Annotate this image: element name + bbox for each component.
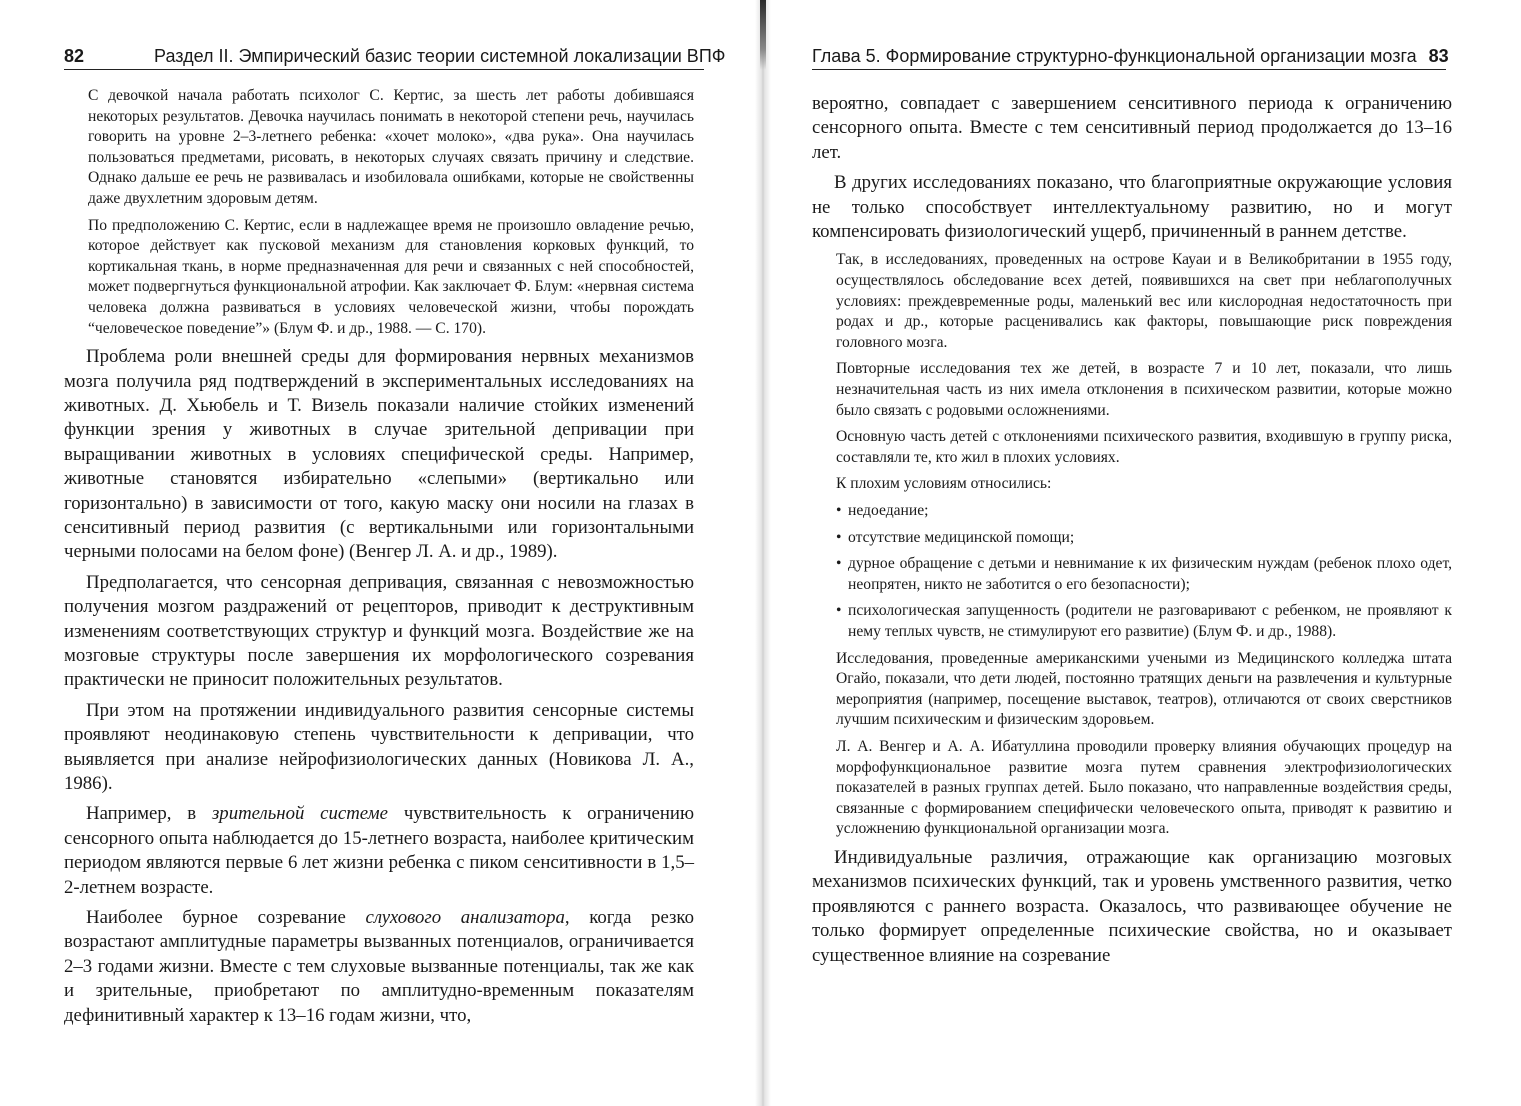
- body-paragraph: вероятно, совпадает с завершением сенситивного периода к ограничению сенсорного опыта. Вместе с тем сенситивный период продолжается до 13–16 лет.: [812, 93, 1452, 163]
- list-item: [836, 528, 1452, 549]
- text-run: чувствительность к ограничению сенсорного опыта наблюдается до 15-летнего возраста, наиболее критическим периодом являются первые 6 лет жизни ребенка с пиком сенситивности в 1,5–2-летнем возрасте.: [64, 803, 695, 898]
- list-item-text: отсутствие медицинской помощи;: [848, 528, 1075, 546]
- quote-paragraph: Так, в исследованиях, проведенных на острове Кауаи и в Великобритании в 1955 году, осуществлялось обследование всех детей, появившихся на свет при неблагополучных условиях: преждевременные роды, маленький вес или кислородная недостаточность при родах и др., которые расценивались как факторы, повышающие риск повреждения головного мозга.: [836, 251, 1452, 351]
- body-paragraph: [64, 802, 694, 900]
- bullet-icon: •: [836, 602, 842, 620]
- running-head: [64, 34, 726, 70]
- list-item: [836, 601, 1452, 642]
- quote-paragraph: С девочкой начала работать психолог С. Кертис, за шесть лет работы добившаяся некоторых результатов. Девочка научилась понимать в некоторой степени речь, научилась говорить на уровне 2–3-летнего ребенка: «хочет молоко», «два рука». Она научилась пользоваться предметами, рисовать, в некоторых случаях связать причину и следствие. Однако дальше ее речь не развивалась и изобиловала ошибками, которые не свойственны даже двухлетним здоровым детям.: [88, 87, 694, 207]
- left-page: [0, 0, 760, 1106]
- body-paragraph: Проблема роли внешней среды для формирования нервных механизмов мозга получила ряд подтверждений в экспериментальных исследованиях на животных. Д. Хьюбель и Т. Визель показали наличие стойких изменений функции зрения у животных в случае зрительной депривации при выращивании животных в условиях специфической среды. Например, животные становятся избирательно «слепыми» (вертикально или горизонтально) в зависимости от того, какую маску они носили на глазах в сенситивный период развития (с вертикальными или горизонтальными черными полосами на белом фоне) (Венгер Л. А. и др., 1989).: [64, 346, 694, 563]
- page-number: 83: [1428, 46, 1449, 66]
- page-number: 82: [64, 46, 85, 66]
- running-head-title: Глава 5. Формирование структурно-функциональной организации мозга: [812, 46, 1417, 66]
- quote-paragraph: Исследования, проведенные американскими учеными из Медицинского колледжа штата Огайо, показали, что дети людей, постоянно тратящих деньги на развлечения и культурные мероприятия (например, посещение выставок, театров), отличаются от своих сверстников лучшим психическим и физическим здоровьем.: [836, 649, 1452, 729]
- quote-paragraph: К плохим условиям относились:: [836, 475, 1052, 493]
- right-page: [760, 0, 1521, 1106]
- text-run: Например, в: [86, 803, 212, 825]
- list-item-text: психологическая запущенность (родители не разговаривают с ребенком, не проявляют к нему теплых чувств, не стимулируют его развитие) (Блум Ф. и др., 1988).: [848, 602, 1452, 640]
- quote-paragraph: По предположению С. Кертис, если в надлежащее время не произошло овладение речью, которое действует как пусковой механизм для становления корковых функций, то кортикальная ткань, в норме предназначенная для речи и связанных с ней способностей, может подвергнуться функциональной атрофии. Как заключает Ф. Блум: «нервная система человека должна развиваться в условиях человеческой жизни, чтобы порождать “человеческое поведение”» (Блум Ф. и др., 1988. — С. 170).: [88, 216, 694, 337]
- bullet-icon: •: [836, 555, 842, 573]
- body-paragraph: Индивидуальные различия, отражающие как организацию мозговых механизмов психических функций, так и уровень умственного развития, четко проявляются с раннего возраста. Оказалось, что развивающее обучение не только формирует определенные психические свойства, но и оказывает существенное влияние на созревание: [812, 846, 1452, 966]
- bullet-icon: •: [836, 501, 842, 519]
- body-paragraph: При этом на протяжении индивидуального развития сенсорные системы проявляют неодинаковую степень чувствительности к депривации, что выявляется при анализе нейрофизиологических данных (Новикова Л. А., 1986).: [64, 699, 694, 795]
- quote-block: [812, 250, 1452, 839]
- running-head-title: Раздел II. Эмпирический базис теории системной локализации ВПФ: [154, 46, 726, 66]
- list-item: [836, 554, 1452, 595]
- text-run: Наиболее бурное созревание: [86, 907, 366, 929]
- body-paragraph: [64, 906, 694, 1028]
- quote-paragraph: Основную часть детей с отклонениями психического развития, входившую в группу риска, составляли те, кто жил в плохих условиях.: [836, 428, 1452, 466]
- emphasis: зрительной системе: [211, 803, 389, 825]
- body-paragraph: В других исследованиях показано, что благоприятные окружающие условия не только способствует интеллектуальному развитию, но и могут компенсировать физиологический ущерб, причиненный в раннем детстве.: [812, 172, 1452, 243]
- text-run: , когда резко возрастают амплитудные параметры вызванных потенциалов, ограничивается 2–3 годами жизни. Вместе с тем слуховые вызванные потенциалы, так же как и зрительные, приобретают по амплитудно-временным показателям дефинитивный характер к 13–16 годам жизни, что,: [64, 907, 694, 1026]
- list-item: [836, 501, 1452, 522]
- page-body: [64, 86, 694, 1034]
- body-paragraph: Предполагается, что сенсорная депривация, связанная с невозможностью получения мозгом раздражений от рецепторов, приводит к деструктивным изменениям соответствующих структур и функций мозга. Воздействие же на мозговые структуры после завершения их морфологического созревания практически не приносит положительных результатов.: [64, 571, 694, 691]
- page-body: [812, 92, 1452, 974]
- bullet-icon: •: [836, 528, 842, 546]
- running-head: [812, 34, 1449, 70]
- quote-paragraph: Л. А. Венгер и А. А. Ибатуллина проводили проверку влияния обучающих процедур на морфофункциональное развитие мозга путем сравнения электрофизиологических показателей в разных группах детей. Было показано, что направленные воздействия среды, связанные с формированием специфически человеческого опыта, приводят к развитию и усложнению функциональной организации мозга.: [836, 737, 1452, 838]
- quote-paragraph: Повторные исследования тех же детей, в возрасте 7 и 10 лет, показали, что лишь незначительная часть из них имела отклонения в психическом развитии, которые можно было связать с родовыми осложнениями.: [836, 360, 1452, 419]
- list-item-text: дурное обращение с детьми и невнимание к их физическим нуждам (ребенок плохо одет, неопрятен, никто не заботится о его безопасности);: [848, 555, 1452, 593]
- list-item-text: недоедание;: [848, 501, 929, 519]
- emphasis: слухового анализатора: [365, 907, 565, 929]
